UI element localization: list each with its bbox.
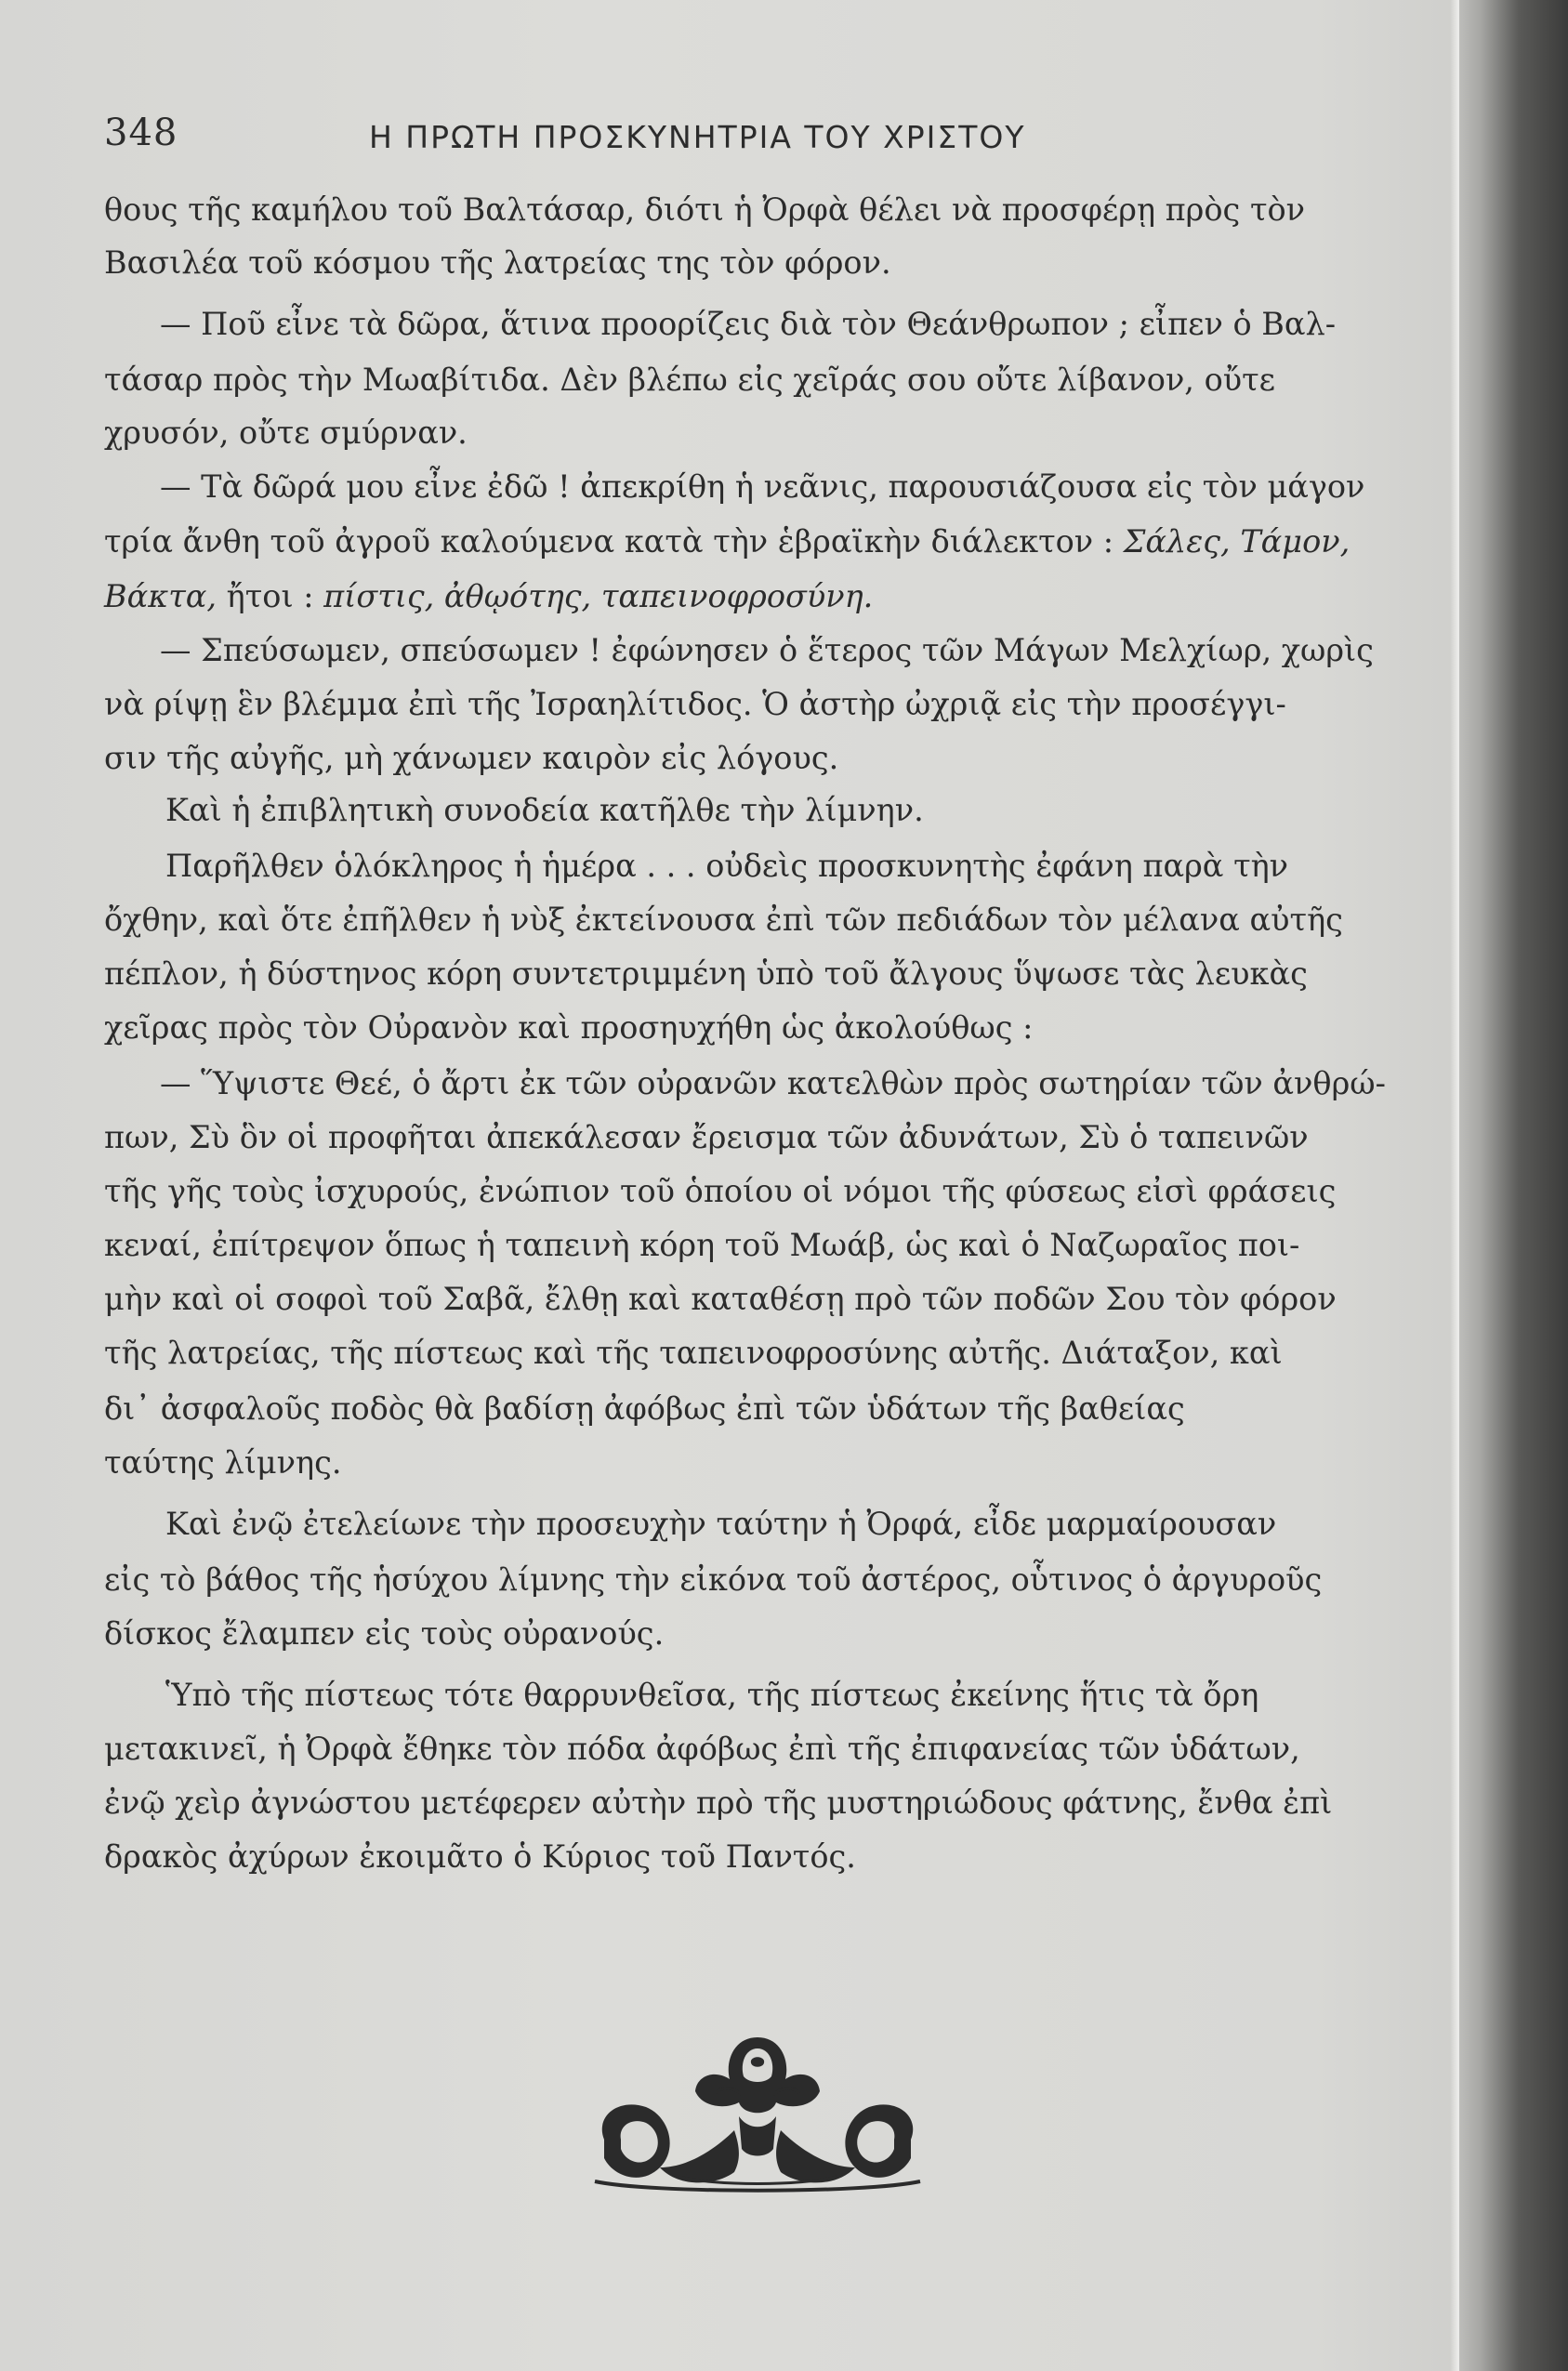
text-line-mixed: [104, 578, 873, 615]
text-line: — Ποῦ εἶνε τὰ δῶρα, ἅτινα προορίζεις διὰ τὸν Θεάνθρωπον ; εἶπεν ὁ Βαλ-: [160, 306, 1337, 342]
text-line: κεναί, ἐπίτρεψον ὅπως ἡ ταπεινὴ κόρη τοῦ Μωάβ, ὡς καὶ ὁ Ναζωραῖος ποι-: [104, 1227, 1300, 1263]
text-line: τῆς λατρείας, τῆς πίστεως καὶ τῆς ταπεινοφροσύνης αὐτῆς. Διάταξον, καὶ: [104, 1335, 1283, 1371]
text-line: Βασιλέα τοῦ κόσμου τῆς λατρείας της τὸν φόρον.: [104, 244, 891, 281]
text-line: δρακὸς ἀχύρων ἐκοιμᾶτο ὁ Κύριος τοῦ Παντός.: [104, 1838, 856, 1875]
text-line: πέπλον, ἡ δύστηνος κόρη συντετριμμένη ὑπὸ τοῦ ἄλγους ὕψωσε τὰς λευκὰς: [104, 955, 1308, 992]
book-gutter: [1459, 0, 1568, 2371]
text-line: Παρῆλθεν ὁλόκληρος ἡ ἡμέρα . . . οὐδεὶς προσκυνητὴς ἐφάνη παρὰ τὴν: [165, 848, 1289, 884]
text-line: Ὑπὸ τῆς πίστεως τότε θαρρυνθεῖσα, τῆς πίστεως ἐκείνης ἥτις τὰ ὄρη: [165, 1677, 1259, 1713]
text-line: ταύτης λίμνης.: [104, 1444, 342, 1481]
connector-word: ἤτοι :: [226, 578, 314, 614]
text-line: Καὶ ἡ ἐπιβλητικὴ συνοδεία κατῆλθε τὴν λίμνην.: [165, 792, 924, 828]
italic-virtues: πίστις, ἀθῳότης, ταπεινοφροσύνη.: [323, 578, 874, 614]
text-segment: τρία ἄνθη τοῦ ἀγροῦ καλούμενα κατὰ τὴν ἑβραϊκὴν διάλεκτον :: [104, 523, 1114, 560]
text-line: Καὶ ἐνῷ ἐτελείωνε τὴν προσευχὴν ταύτην ἡ Ὀρφά, εἶδε μαρμαίρουσαν: [165, 1506, 1277, 1542]
text-line: μετακινεῖ, ἡ Ὀρφὰ ἔθηκε τὸν πόδα ἀφόβως ἐπὶ τῆς ἐπιφανείας τῶν ὑδάτων,: [104, 1731, 1300, 1767]
text-line: μὴν καὶ οἱ σοφοὶ τοῦ Σαβᾶ, ἔλθῃ καὶ καταθέσῃ πρὸ τῶν ποδῶν Σου τὸν φόρον: [104, 1281, 1337, 1317]
text-line: χρυσόν, οὔτε σμύρναν.: [104, 415, 468, 451]
text-line: — Ὕψιστε Θεέ, ὁ ἄρτι ἐκ τῶν οὐρανῶν κατελθὼν πρὸς σωτηρίαν τῶν ἀνθρώ-: [160, 1065, 1386, 1101]
page-number: 348: [104, 112, 178, 154]
text-line: — Τὰ δῶρά μου εἶνε ἐδῶ ! ἀπεκρίθη ἡ νεᾶνις, παρουσιάζουσα εἰς τὸν μάγον: [160, 468, 1365, 505]
text-line: πων, Σὺ ὃν οἱ προφῆται ἀπεκάλεσαν ἔρεισμα τῶν ἀδυνάτων, Σὺ ὁ ταπεινῶν: [104, 1119, 1309, 1155]
water-lily-ornament: [595, 2037, 920, 2191]
italic-word: Βάκτα,: [104, 578, 217, 614]
page-header: [104, 112, 1108, 167]
running-title: Η ΠΡΩΤΗ ΠΡΟΣΚΥΝΗΤΡΙΑ ΤΟΥ ΧΡΙΣΤΟΥ: [369, 119, 1026, 155]
text-line: — Σπεύσωμεν, σπεύσωμεν ! ἐφώνησεν ὁ ἕτερος τῶν Μάγων Μελχίωρ, χωρὶς: [160, 632, 1374, 668]
text-line: χεῖρας πρὸς τὸν Οὐρανὸν καὶ προσηυχήθη ὡς ἀκολούθως :: [104, 1009, 1034, 1046]
text-line: τάσαρ πρὸς τὴν Μωαβίτιδα. Δὲν βλέπω εἰς χεῖράς σου οὔτε λίβανον, οὔτε: [104, 362, 1276, 398]
text-line: τῆς γῆς τοὺς ἰσχυρούς, ἐνώπιον τοῦ ὁποίου οἱ νόμοι τῆς φύσεως εἰσὶ φράσεις: [104, 1173, 1337, 1209]
text-line: ὄχθην, καὶ ὅτε ἐπῆλθεν ἡ νὺξ ἐκτείνουσα ἐπὶ τῶν πεδιάδων τὸν μέλανα αὐτῆς: [104, 902, 1343, 938]
text-line-mixed: [104, 523, 1350, 560]
tailpiece-ornament: [576, 2028, 939, 2200]
text-line: σιν τῆς αὐγῆς, μὴ χάνωμεν καιρὸν εἰς λόγους.: [104, 740, 839, 776]
text-line: νὰ ρίψῃ ἓν βλέμμα ἐπὶ τῆς Ἰσραηλίτιδος. Ὁ ἀστὴρ ὠχριᾷ εἰς τὴν προσέγγι-: [104, 686, 1286, 722]
text-line: ἐνῷ χεὶρ ἀγνώστου μετέφερεν αὐτὴν πρὸ τῆς μυστηριώδους φάτνης, ἔνθα ἐπὶ: [104, 1785, 1333, 1821]
text-line: δι᾽ ἀσφαλοῦς ποδὸς θὰ βαδίσῃ ἀφόβως ἐπὶ τῶν ὑδάτων τῆς βαθείας: [104, 1390, 1185, 1427]
italic-flower-names: Σάλες, Τάμον,: [1123, 523, 1351, 560]
text-line: δίσκος ἔλαμπεν εἰς τοὺς οὐρανούς.: [104, 1615, 665, 1652]
text-line: εἰς τὸ βάθος τῆς ἡσύχου λίμνης τὴν εἰκόνα τοῦ ἀστέρος, οὗτινος ὁ ἀργυροῦς: [104, 1561, 1323, 1598]
text-line: θους τῆς καμήλου τοῦ Βαλτάσαρ, διότι ἡ Ὀρφὰ θέλει νὰ προσφέρῃ πρὸς τὸν: [104, 191, 1306, 228]
